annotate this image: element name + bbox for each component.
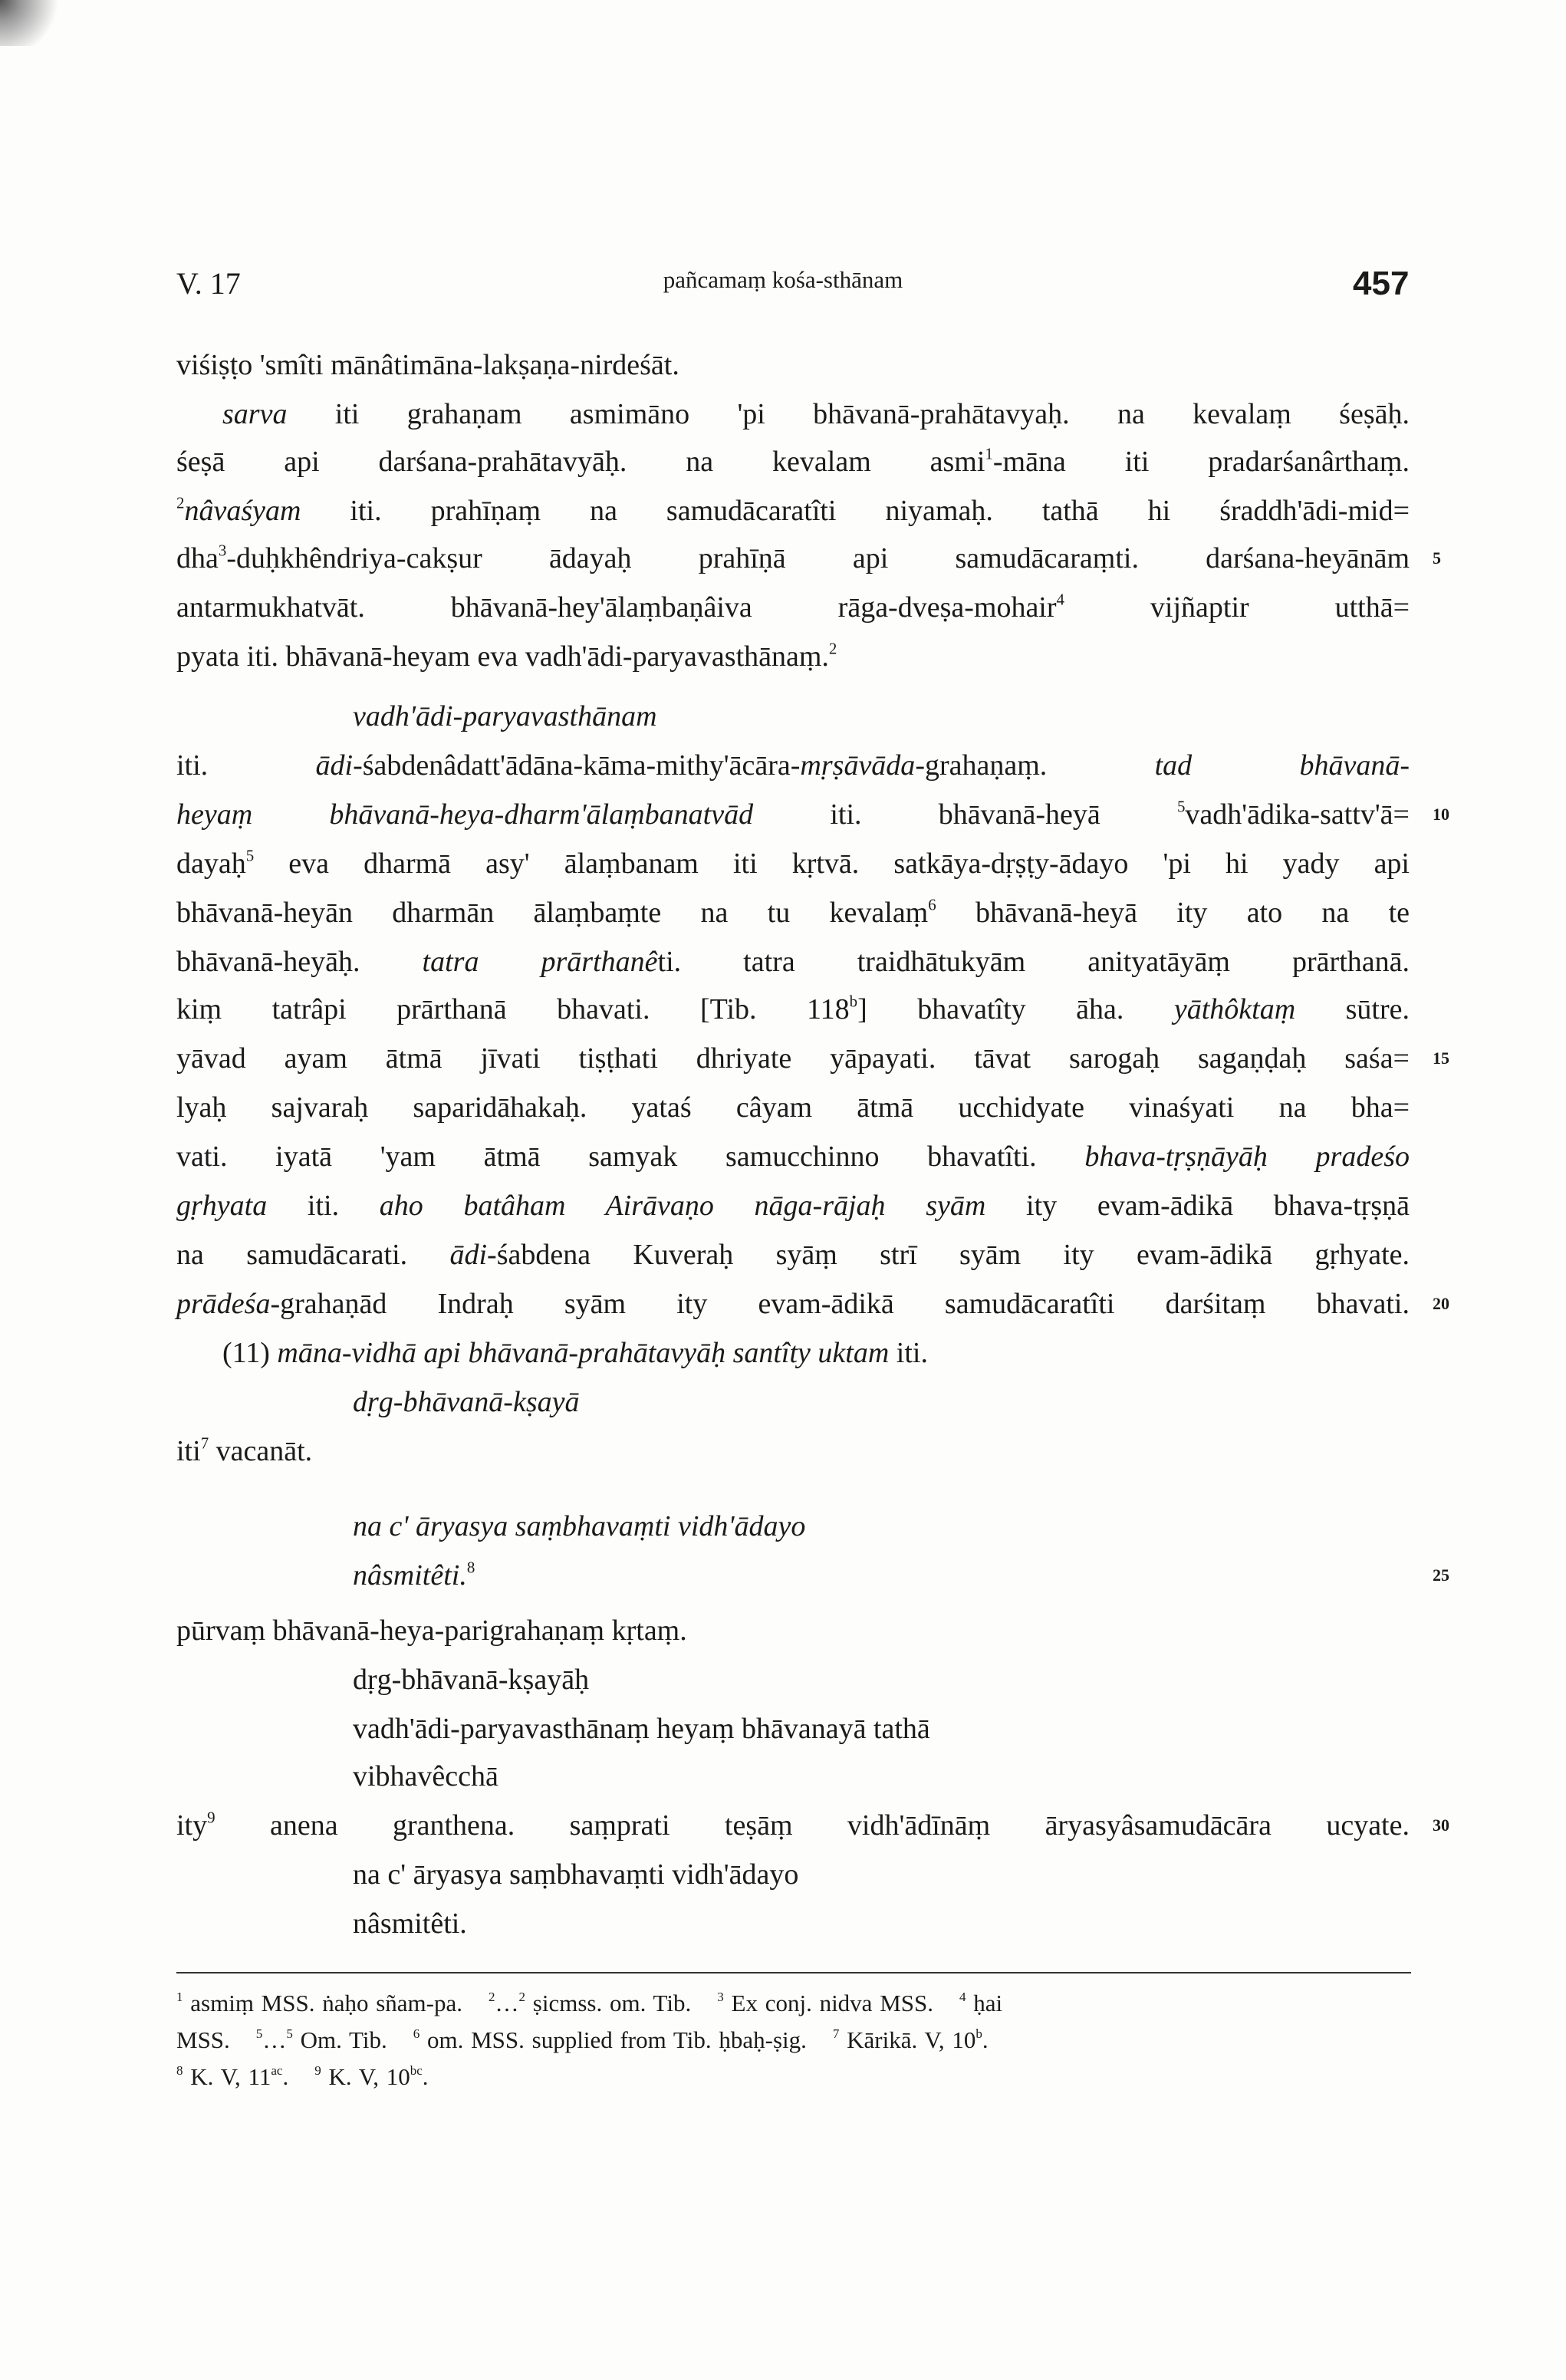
- italic-text: gṛhyata: [176, 1190, 268, 1222]
- text: iti. prahīṇaṃ na samudācaratîti niyamaḥ. tathā hi śraddh'ādi-mid=: [301, 495, 1410, 527]
- text: vati. iyatā 'yam ātmā samyak samucchinno bhavatîti.: [176, 1141, 1085, 1173]
- footnote-marker: 9: [314, 2063, 321, 2079]
- text-line: [176, 939, 1410, 985]
- footnote-line: [176, 2022, 1015, 2059]
- text: …: [262, 2026, 287, 2053]
- text: asmiṃ MSS. ṅaḥo sñam-pa.: [183, 1990, 463, 2016]
- footnote-divider: [176, 1972, 1411, 1973]
- footnote: [314, 2063, 428, 2090]
- footnote: [256, 2026, 387, 2053]
- text-line: [176, 742, 1410, 788]
- italic-text: ādi: [315, 749, 354, 782]
- footnote-marker: 5: [286, 2026, 293, 2042]
- italic-text: aho batâham Airāvaṇo nāga-rājaḥ syām: [379, 1190, 986, 1222]
- footnote-marker: 2: [828, 639, 837, 658]
- italic-text: mṛṣāvāda: [800, 749, 916, 782]
- line-number: 5: [1433, 548, 1441, 568]
- italic-text: sarva: [222, 398, 288, 430]
- footnote-marker: ac: [271, 2063, 283, 2079]
- line-number: 20: [1433, 1294, 1449, 1313]
- footnote-marker: 8: [466, 1558, 475, 1577]
- line-number: 15: [1433, 1048, 1449, 1068]
- text: ] bhavatîty āha.: [857, 993, 1174, 1025]
- text: Om. Tib.: [292, 2026, 387, 2053]
- text: dayaḥ: [176, 848, 246, 880]
- footnote-marker: 5: [1176, 797, 1186, 816]
- text-line: [176, 986, 1410, 1032]
- text: K. V, 11: [183, 2063, 271, 2090]
- text: K. V, 10: [321, 2063, 410, 2090]
- text: om. MSS. supplied from Tib. ḥbaḥ-ṣig.: [419, 2026, 807, 2053]
- text: -grahaṇād Indraḥ syām ity evam-ādikā samudācaratîti darśitaṃ bhavati.: [270, 1288, 1410, 1320]
- text: viśiṣṭo 'smîti mānâtimāna-lakṣaṇa-nirdeśāt.: [176, 349, 679, 381]
- footnote-marker: 8: [176, 2063, 183, 2079]
- text-line: [176, 1281, 1410, 1327]
- footnote: [176, 1990, 462, 2016]
- text-line: [353, 1503, 805, 1549]
- footnote: [176, 2026, 230, 2053]
- italic-text: nâvaśyam: [184, 495, 301, 527]
- running-title: pañcamaṃ kośa-sthānam: [663, 266, 903, 293]
- footnote-marker: 3: [717, 1990, 724, 2005]
- footnote-marker: 5: [245, 846, 255, 865]
- text: .: [422, 2063, 429, 2090]
- text-line: [176, 488, 1410, 534]
- page-number: 457: [1353, 265, 1410, 302]
- text-line: [176, 439, 1410, 485]
- italic-text: na c' āryasya saṃbhavaṃti vidh'ādayo: [353, 1510, 806, 1542]
- text-line: [176, 1428, 312, 1474]
- text-line: [176, 1035, 1410, 1081]
- italic-text: bhava-tṛṣṇāyāḥ pradeśo: [1084, 1141, 1410, 1173]
- footnote-marker: 2: [489, 1990, 495, 2005]
- italic-text: yāthôktaṃ: [1173, 993, 1296, 1025]
- text: yāvad ayam ātmā jīvati tiṣṭhati dhriyate yāpayati. tāvat sarogaḥ sagaṇḍaḥ saśa=: [176, 1042, 1410, 1075]
- text: bhāvanā-heyā ity ato na te: [936, 897, 1410, 929]
- footnote: [413, 2026, 807, 2053]
- text: -grahaṇaṃ.: [915, 749, 1155, 782]
- footnote: [717, 1990, 933, 2016]
- text-line: [176, 1134, 1410, 1180]
- text-line: [176, 584, 1410, 630]
- italic-text: vadh'ādi-paryavasthānam: [353, 700, 657, 732]
- text: iti. bhāvanā-heyā: [753, 798, 1177, 831]
- text: iti grahaṇam asmimāno 'pi bhāvanā-prahātavyaḥ. na kevalaṃ śeṣāḥ.: [287, 398, 1410, 430]
- text: Kārikā. V, 10: [839, 2026, 976, 2053]
- text: pūrvaṃ bhāvanā-heya-parigrahaṇaṃ kṛtaṃ.: [176, 1615, 687, 1647]
- text: ṣicmss. om. Tib.: [525, 1990, 692, 2016]
- text-line: [176, 1232, 1410, 1278]
- text: vacanāt.: [209, 1435, 313, 1467]
- text: kiṃ tatrâpi prārthanā bhavati. [Tib. 118: [176, 993, 850, 1025]
- text: iti.: [889, 1337, 928, 1369]
- italic-text: prādeśa: [176, 1288, 271, 1320]
- text: …: [495, 1990, 519, 2016]
- italic-text: tad bhāvanā-: [1154, 749, 1410, 782]
- text: śeṣā api darśana-prahātavyāḥ. na kevalam asmi: [176, 446, 985, 478]
- text: iti.: [267, 1190, 380, 1222]
- footnote: [489, 1990, 691, 2016]
- text-line: [353, 1901, 467, 1947]
- text: .: [282, 2063, 289, 2090]
- footnote: [959, 1990, 1002, 2016]
- italic-text: dṛg-bhāvanā-kṣayā: [353, 1386, 580, 1418]
- italic-text: ādi: [449, 1239, 488, 1271]
- text: bhāvanā-heyān dharmān ālaṃbaṃte na tu kevalaṃ: [176, 897, 929, 929]
- footnote-marker: b: [975, 2026, 982, 2042]
- italic-text: heyaṃ bhāvanā-heya-dharm'ālaṃbanatvād: [176, 798, 754, 831]
- footnote-marker: 1: [176, 1990, 183, 2005]
- footnote-marker: 1: [985, 444, 993, 463]
- text: -māna iti pradarśanârthaṃ.: [992, 446, 1410, 478]
- footnote: [176, 2063, 288, 2090]
- text-line: [353, 1706, 930, 1752]
- text: lyaḥ sajvaraḥ saparidāhakaḥ. yataś câyam ātmā ucchidyate vinaśyati na bha=: [176, 1091, 1410, 1124]
- footnote-marker: 7: [832, 2026, 840, 2042]
- footnote-line: [176, 2059, 455, 2095]
- text: ity: [176, 1809, 208, 1842]
- text: ity evam-ādikā bhava-tṛṣṇā: [985, 1190, 1410, 1222]
- text: iti: [176, 1435, 201, 1467]
- footnote: [833, 2026, 989, 2053]
- text-line: [353, 1753, 498, 1799]
- text-line: [222, 391, 1410, 437]
- line-number: 30: [1433, 1815, 1449, 1835]
- text: pyata iti. bhāvanā-heyam eva vadh'ādi-paryavasthānaṃ.: [176, 640, 829, 673]
- text: vijñaptir utthā=: [1064, 591, 1410, 624]
- footnote-line: [176, 1985, 1028, 2022]
- text: ti. tatra traidhātukyām anityatāyāṃ prārthanā.: [657, 946, 1410, 978]
- text: (11): [222, 1337, 278, 1369]
- text-line: [176, 1608, 687, 1654]
- text: -śabdenâdatt'ādāna-kāma-mithy'ācāra-: [353, 749, 801, 782]
- text-line: [353, 1379, 579, 1425]
- italic-text: tatra prārthanê: [422, 946, 658, 978]
- text-line: [176, 634, 837, 680]
- footnote-marker: 5: [255, 2026, 263, 2042]
- text-line: [176, 1183, 1410, 1229]
- footnote-marker: 4: [959, 1990, 966, 2005]
- text: bhāvanā-heyāḥ.: [176, 946, 423, 978]
- footnote-marker: b: [849, 992, 858, 1011]
- footnote-marker: bc: [410, 2063, 423, 2079]
- text: MSS.: [176, 2026, 230, 2053]
- text: na c' āryasya saṃbhavaṃti vidh'ādayo: [353, 1858, 799, 1891]
- text: sūtre.: [1295, 993, 1410, 1025]
- footnote-marker: 2: [518, 1990, 526, 2005]
- footnote-marker: 6: [413, 2026, 420, 2042]
- text-line: [222, 1330, 928, 1376]
- text-line: [176, 535, 1410, 581]
- text-line: [353, 1852, 798, 1898]
- footnote-marker: 4: [1056, 590, 1064, 609]
- text: -śabdena Kuveraḥ syāṃ strī syām ity evam-ādikā gṛhyate.: [487, 1239, 1410, 1271]
- text: na samudācarati.: [176, 1239, 450, 1271]
- footnote-marker: 7: [200, 1434, 209, 1453]
- text: dṛg-bhāvanā-kṣayāḥ: [353, 1664, 590, 1696]
- text: vadh'ādi-paryavasthānaṃ heyaṃ bhāvanayā tathā: [353, 1713, 930, 1745]
- line-number: 25: [1433, 1565, 1449, 1585]
- text-line: [176, 1802, 1410, 1848]
- text-line: [176, 792, 1410, 838]
- text: nâsmitêti.: [353, 1908, 467, 1940]
- text-line: [353, 1552, 475, 1598]
- text: -duḥkhêndriya-cakṣur ādayaḥ prahīṇā api samudācaraṃti. darśana-heyānām: [226, 542, 1410, 574]
- text: ḥai: [966, 1990, 1003, 2016]
- text-line: [353, 693, 657, 739]
- text: vadh'ādika-sattv'ā=: [1185, 798, 1410, 831]
- text-line: [176, 890, 1410, 936]
- footnote-marker: 2: [176, 493, 185, 512]
- text: anena granthena. saṃprati teṣāṃ vidh'ādīnāṃ āryasyâsamudācāra ucyate.: [215, 1809, 1410, 1842]
- text: .: [982, 2026, 989, 2053]
- text: antarmukhatvāt. bhāvanā-hey'ālaṃbaṇâiva rāga-dveṣa-mohair: [176, 591, 1057, 624]
- italic-text: māna-vidhā api bhāvanā-prahātavyāḥ santîty uktam: [277, 1337, 890, 1369]
- line-number: 10: [1433, 805, 1449, 824]
- footnote-marker: 9: [207, 1808, 215, 1827]
- section-reference: V. 17: [176, 266, 241, 301]
- text-line: [176, 342, 679, 388]
- text: vibhavêcchā: [353, 1760, 498, 1792]
- text: Ex conj. nidva MSS.: [723, 1990, 933, 2016]
- italic-text: nâsmitêti.: [353, 1559, 467, 1592]
- text-line: [176, 1085, 1410, 1131]
- text: dha: [176, 542, 219, 574]
- footnote-marker: 3: [218, 541, 227, 560]
- text: iti.: [176, 749, 316, 782]
- text-line: [353, 1657, 589, 1703]
- text-line: [176, 841, 1410, 887]
- scan-artifact: [0, 0, 69, 46]
- text: eva dharmā asy' ālaṃbanam iti kṛtvā. satkāya-dṛṣṭy-ādayo 'pi hi yady api: [254, 848, 1410, 880]
- footnote-marker: 6: [928, 895, 936, 914]
